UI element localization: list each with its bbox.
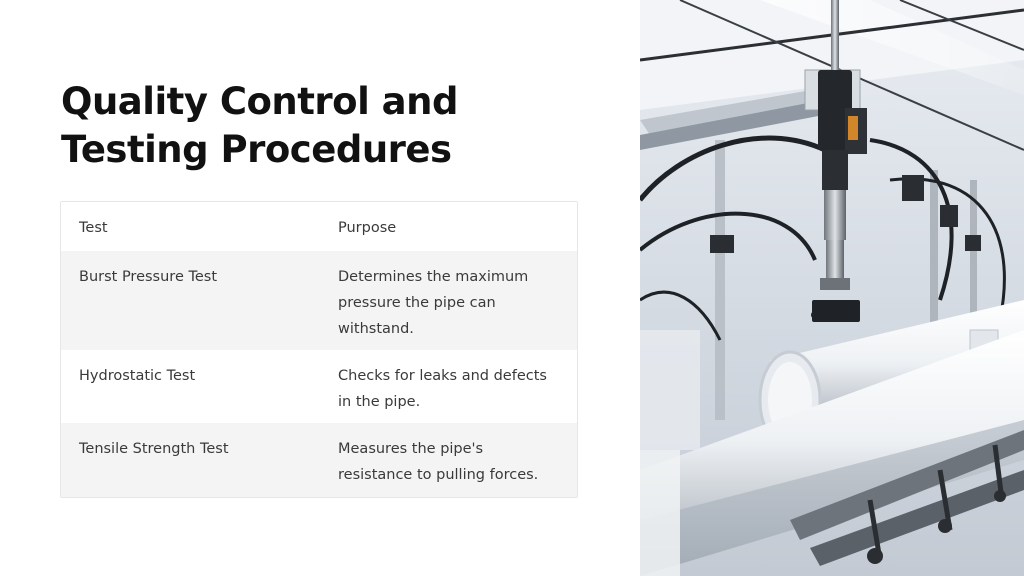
table-row (61, 251, 577, 350)
page-title: Quality Control and Testing Procedures (61, 80, 458, 171)
table-cell-test: Burst Pressure Test (79, 269, 218, 285)
table-cell-test: Hydrostatic Test (79, 368, 196, 384)
table-cell-purpose: Measures the pipe's resistance to pulling forces. (338, 441, 539, 483)
table-cell-purpose: Checks for leaks and defects in the pipe. (338, 368, 547, 410)
pipe-testing-photo (640, 0, 1024, 576)
table-header-test: Test (79, 220, 108, 236)
table-header-purpose: Purpose (338, 220, 397, 236)
table-cell-purpose: Determines the maximum pressure the pipe can withstand. (338, 269, 529, 337)
testing-table (60, 201, 578, 498)
table-header-row (61, 202, 577, 251)
table-row (61, 423, 577, 497)
pipe-testing-illustration (640, 0, 1024, 576)
table-row (61, 350, 577, 423)
table-cell-test: Tensile Strength Test (79, 441, 229, 457)
